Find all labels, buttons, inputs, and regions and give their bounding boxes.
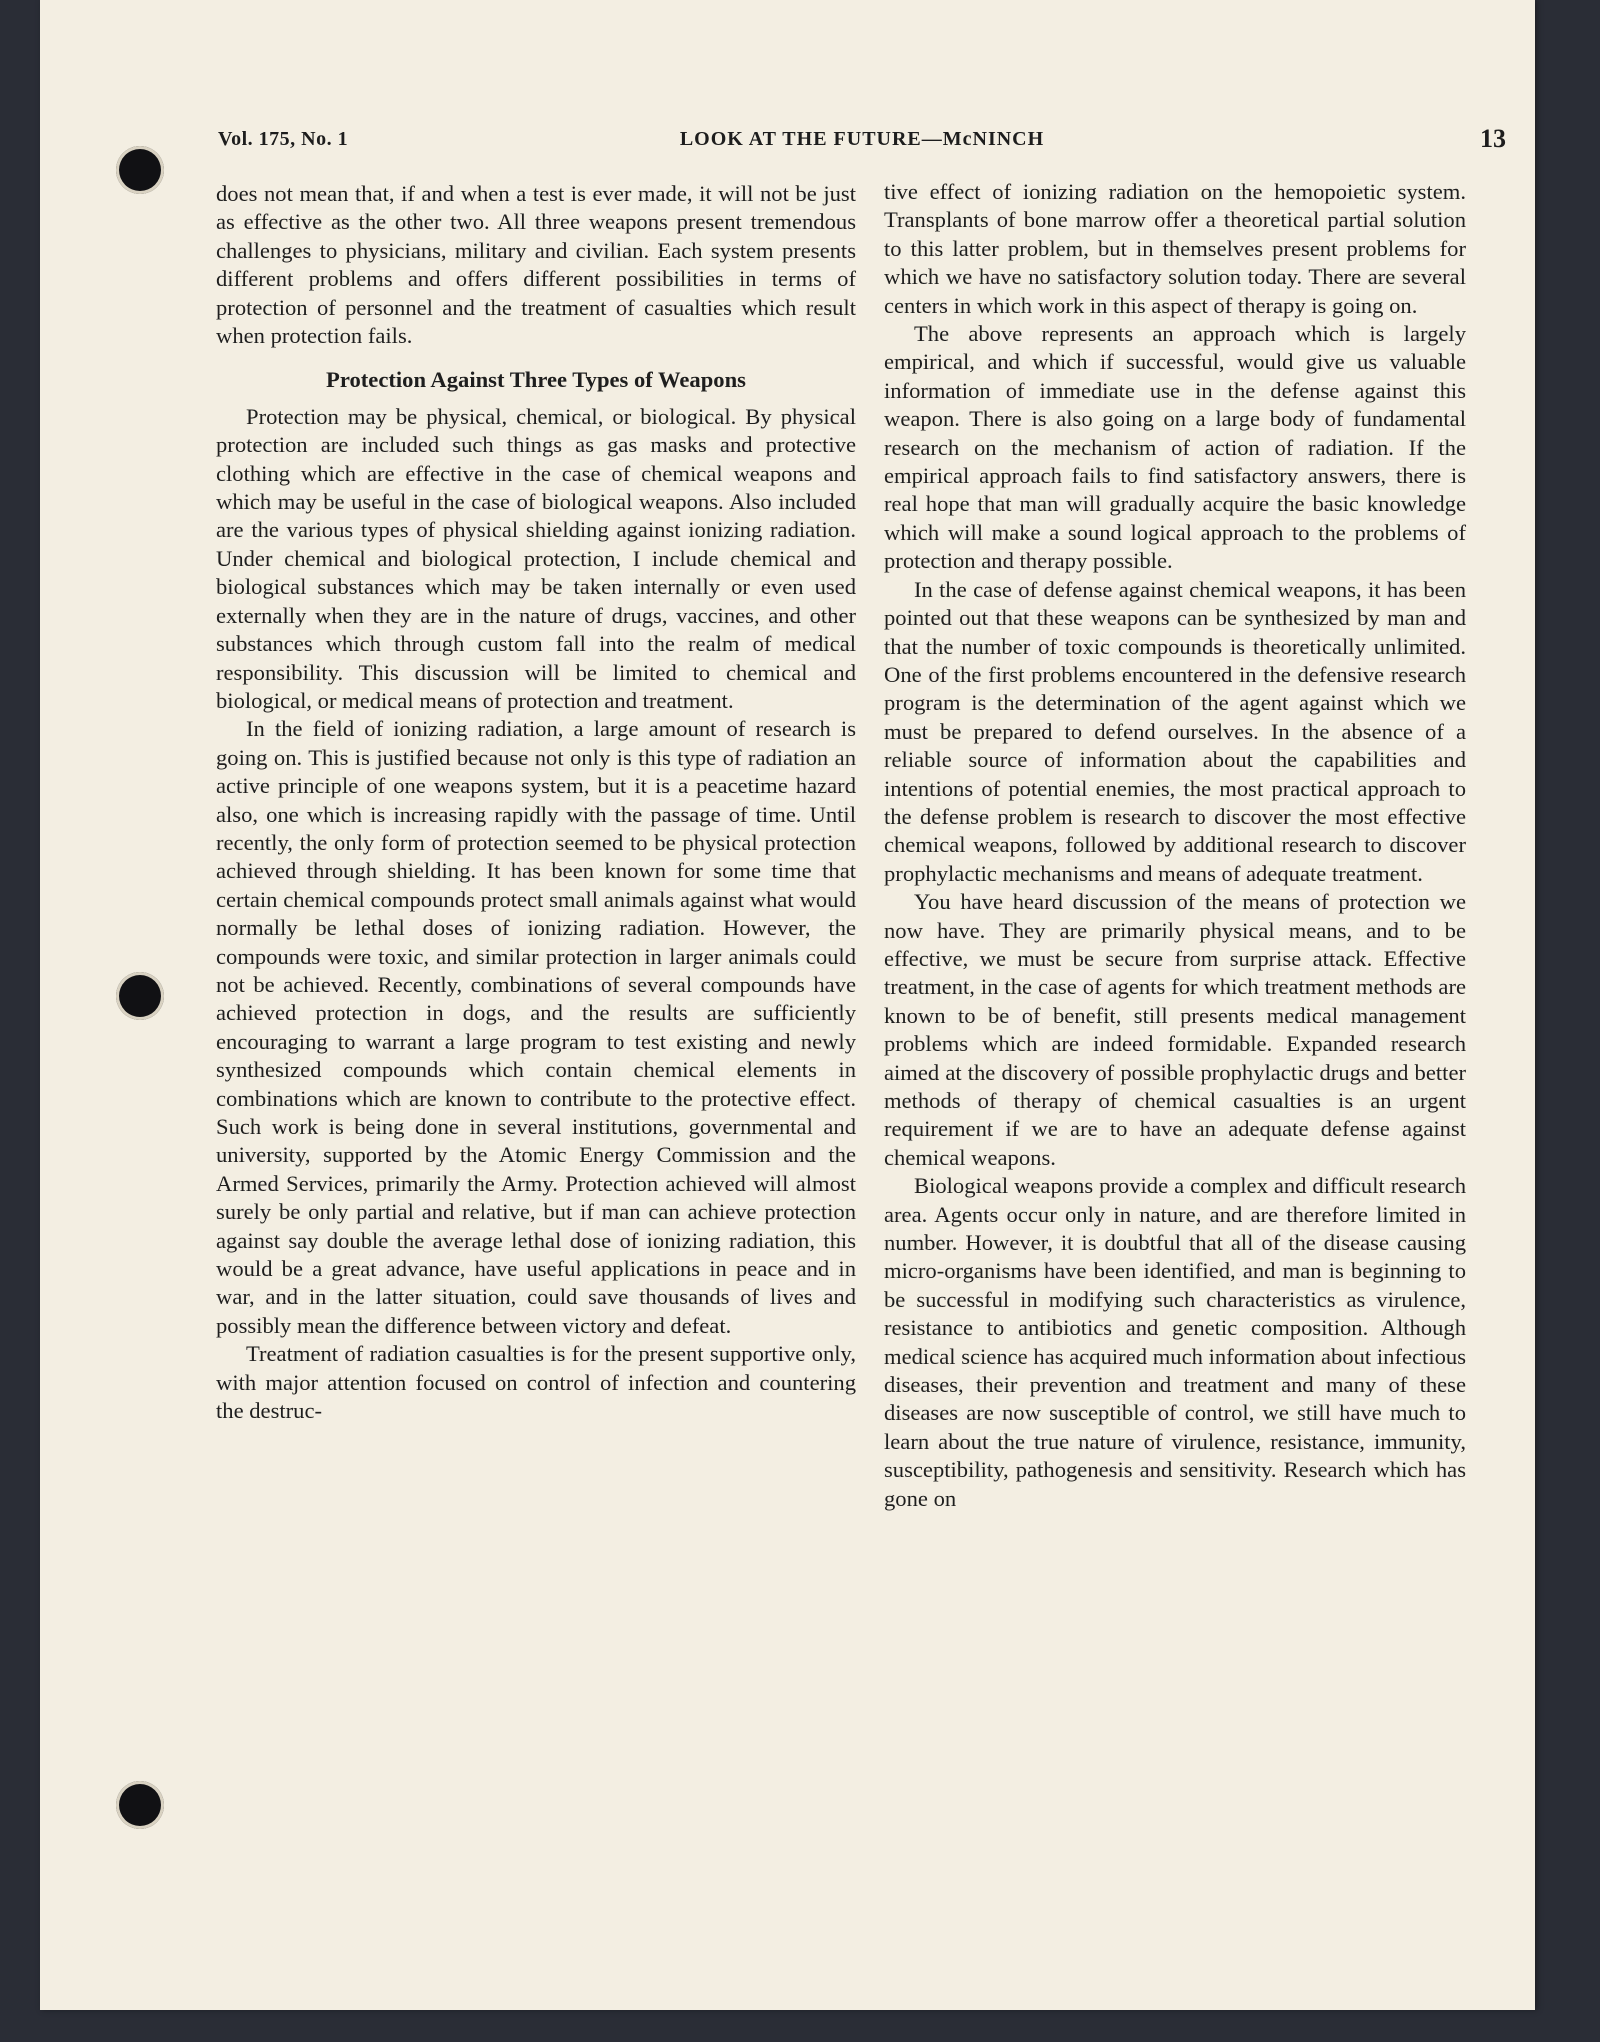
left-paragraph-2: Protection may be physical, chemical, or biological. By physical protection are included such things as gas masks and protective clothing which are effective in the case of chemical weapons and which may be useful in the case of biological weapons. Also included are the various types of physical shielding against ionizing radiation. Under chemical and biological protection, I include chemical and biological substances which may be taken internally or even used externally when they are in the nature of drugs, vaccines, and other substances which through custom fall into the realm of medical responsibility. This discussion will be limited to chemical and biological, or medical means of protection and treatment.: [216, 403, 856, 713]
running-header: [218, 124, 1506, 164]
right-paragraph-4: You have heard discussion of the means of protection we now have. They are primarily physical means, and to be effective, we must be secure from surprise attack. Effective treatment, in the case of agents for which treatment methods are known to be of benefit, still presents medical management problems which are indeed formidable. Expanded research aimed at the discovery of possible prophylactic drugs and better methods of therapy of chemical casualties is an urgent requirement if we are to have an adequate defense against chemical weapons.: [884, 889, 1466, 1170]
binder-hole-top: [116, 146, 164, 194]
left-paragraph-4: Treatment of radiation casualties is for the present supportive only, with major attention focused on control of infection and countering the destruc-: [216, 1341, 856, 1424]
right-column: [884, 178, 1466, 1513]
section-heading: Protection Against Three Types of Weapons: [326, 367, 746, 393]
document-page: [40, 0, 1535, 2010]
right-paragraph-2: The above represents an approach which is largely empirical, and which if successful, would give us valuable information of immediate use in the defense against this weapon. There is also going on a large body of fundamental research on the mechanism of action of radiation. If the empirical approach fails to find satisfactory answers, there is real hope that man will gradually acquire the basic knowledge which will make a sound logical approach to the problems of protection and therapy possible.: [884, 321, 1466, 574]
binder-hole-middle: [116, 972, 164, 1020]
right-paragraph-1: tive effect of ionizing radiation on the hemopoietic system. Transplants of bone marrow offer a theoretical partial solution to this latter problem, but in themselves present problems for which we have no satisfactory solution today. There are several centers in which work in this aspect of therapy is going on.: [884, 179, 1466, 318]
right-paragraph-3: In the case of defense against chemical weapons, it has been pointed out that these weapons can be synthesized by man and that the number of toxic compounds is theoretically unlimited. One of the first problems encountered in the defensive research program is the determination of the agent against which we must be prepared to defend ourselves. In the absence of a reliable source of information about the capabilities and intentions of potential enemies, the most practical approach to the defense problem is research to discover the most effective chemical weapons, followed by additional research to discover prophylactic mechanisms and means of adequate treatment.: [884, 576, 1466, 886]
page-number: 13: [1480, 124, 1506, 153]
right-paragraph-5: Biological weapons provide a complex and difficult research area. Agents occur only in nature, and are therefore limited in number. However, it is doubtful that all of the disease causing micro-organisms have been identified, and man is beginning to be successful in modifying such characteristics as virulence, resistance to antibiotics and genetic composition. Although medical science has acquired much information about infectious diseases, their prevention and treatment and many of these diseases are now susceptible of control, we still have much to learn about the true nature of virulence, resistance, immunity, susceptibility, pathogenesis and sensitivity. Research which has gone on: [884, 1173, 1466, 1511]
volume-label: Vol. 175, No. 1: [218, 128, 349, 150]
left-column: [216, 180, 856, 1425]
running-title: LOOK AT THE FUTURE—McNINCH: [679, 128, 1045, 150]
binder-hole-bottom: [116, 1781, 164, 1829]
left-paragraph-1: does not mean that, if and when a test is ever made, it will not be just as effective as the other two. All three weapons present tremendous challenges to physicians, military and civilian. Each system presents different problems and offers different possibilities in terms of protection of personnel and the treatment of casualties which result when protection fails.: [216, 181, 856, 349]
left-paragraph-3: In the field of ionizing radiation, a large amount of research is going on. This is justified because not only is this type of radiation an active principle of one weapons system, but it is a peacetime hazard also, one which is increasing rapidly with the passage of time. Until recently, the only form of protection seemed to be physical protection achieved through shielding. It has been known for some time that certain chemical compounds protect small animals against what would normally be lethal doses of ionizing radiation. However, the compounds were toxic, and similar protection in larger animals could not be achieved. Recently, combinations of several compounds have achieved protection in dogs, and the results are sufficiently encouraging to warrant a large program to test existing and newly synthesized compounds which contain chemical elements in combinations which are known to contribute to the protective effect. Such work is being done in several institutions, governmental and university, supported by the Atomic Energy Commission and the Armed Services, primarily the Army. Protection achieved will almost surely be only partial and relative, but if man can achieve protection against say double the average lethal dose of ionizing radiation, this would be a great advance, have useful applications in peace and in war, and in the latter situation, could save thousands of lives and possibly mean the difference between victory and defeat.: [216, 716, 856, 1338]
